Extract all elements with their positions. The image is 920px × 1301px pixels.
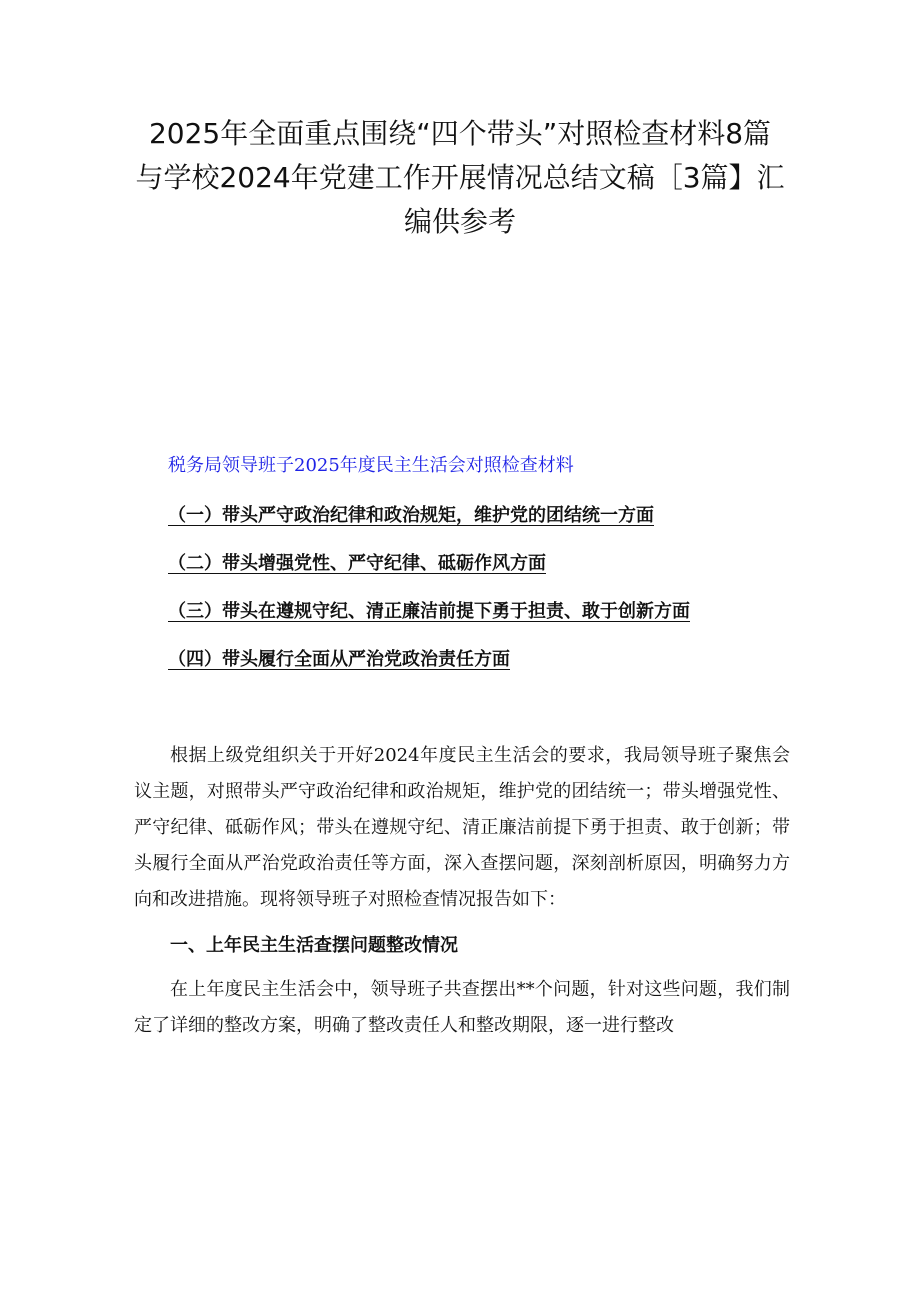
section-paragraph: 在上年度民主生活会中，领导班子共查摆出**个问题，针对这些问题，我们制定了详细的整改方案，明确了整改责任人和整改期限，逐一进行整改 <box>134 979 790 1036</box>
toc-link-1[interactable]: （一）带头严守政治纪律和政治规矩，维护党的团结统一方面 <box>168 505 654 526</box>
title-line-1: 2025年全面重点围绕“四个带头”对照检查材料8篇 <box>148 117 772 150</box>
section-heading: 一、上年民主生活查摆问题整改情况 <box>170 935 458 956</box>
title-line-3: 编供参考 <box>403 205 516 238</box>
document-title <box>100 112 820 244</box>
intro-paragraph: 根据上级党组织关于开好2024年度民主生活会的要求，我局领导班子聚焦会议主题，对照带头严守政治纪律和政治规矩，维护党的团结统一；带头增强党性、严守纪律、砥砺作风；带头在遵规守纪、清正廉洁前提下勇于担责、敢于创新；带头履行全面从严治党政治责任等方面，深入查摆问题，深刻剖析原因，明确努力方向和改进措施。现将领导班子对照检查情况报告如下： <box>134 745 790 910</box>
toc-link-2[interactable]: （二）带头增强党性、严守纪律、砥砺作风方面 <box>168 553 546 574</box>
toc-link-3[interactable]: （三）带头在遵规守纪、清正廉洁前提下勇于担责、敢于创新方面 <box>168 601 690 622</box>
document-body <box>134 738 790 1044</box>
toc-link-4[interactable]: （四）带头履行全面从严治党政治责任方面 <box>168 649 510 670</box>
title-line-2: 与学校2024年党建工作开展情况总结文稿［3篇】汇 <box>135 161 785 194</box>
toc-heading: 税务局领导班子2025年度民主生活会对照检查材料 <box>168 455 574 476</box>
